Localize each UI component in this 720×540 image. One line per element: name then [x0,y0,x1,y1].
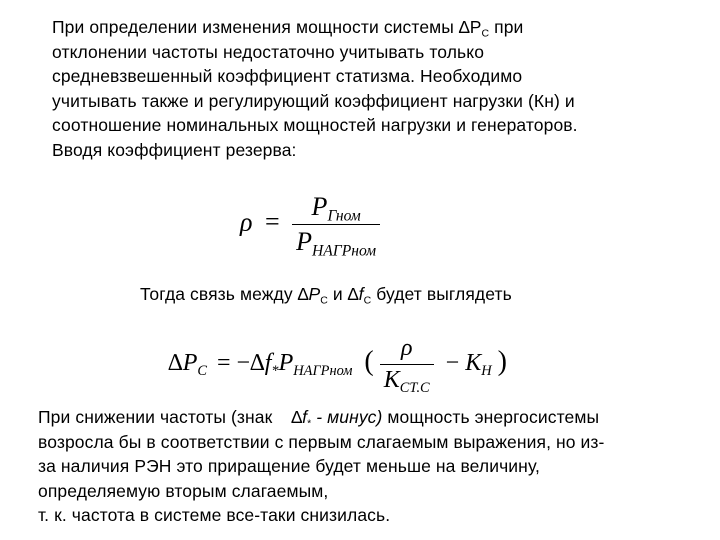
conclusion-line-1: При снижении частоты (знак $\Delta f_*$ - минус) мощность энергосистемы [38,407,600,430]
intro-line-5: соотношение номинальных мощностей нагрузки и генераторов. [52,115,578,136]
conclusion-line-2: возросла бы в соответствии с первым слагаемым выражения, но из- [38,431,605,452]
conclusion-line-4: определяемую вторым слагаемым, [38,480,329,501]
conclusion-line-5: т. к. частота в системе все-таки снизилась. [38,505,391,526]
fraction-numerator: $P_{Гном}$ [311,192,361,225]
conclusion-line-3: за наличия РЭН это приращение будет меньше на величину, [38,456,541,477]
reserve-coefficient-formula [240,192,380,260]
intro-line-2: отклонении частоты недостаточно учитывать только [52,41,485,62]
intro-line-1: При определении изменения мощности системы $\Delta P_С$ при [52,17,524,40]
conclusion-paragraph [38,405,604,528]
rho-symbol: ρ [240,207,253,237]
intro-line-6: Вводя коэффициент резерва: [52,139,297,160]
intro-line-3: средневзвешенный коэффициент статизма. Необходимо [52,66,523,87]
relation-sentence: Тогда связь между $\Delta P_С$ и $\Delta f_С$ будет выглядеть [140,284,512,307]
rho-over-kst-fraction: $\frac{\rho}{K_{СТ.С}}$ [380,335,434,394]
equals-sign: = [264,207,280,237]
intro-line-4: учитывать также и регулирующий коэффициент нагрузки (Кн) и [52,90,575,111]
power-change-formula: $\Delta P_C = -\Delta f_*P_{НАГРном}$ ( $\frac{\rho}{K_{СТ.С}}$ − $K_Н$ ) [168,335,507,397]
reserve-fraction [292,192,380,260]
intro-paragraph [52,15,578,163]
fraction-denominator: $P_{НАГРном}$ [296,227,377,260]
